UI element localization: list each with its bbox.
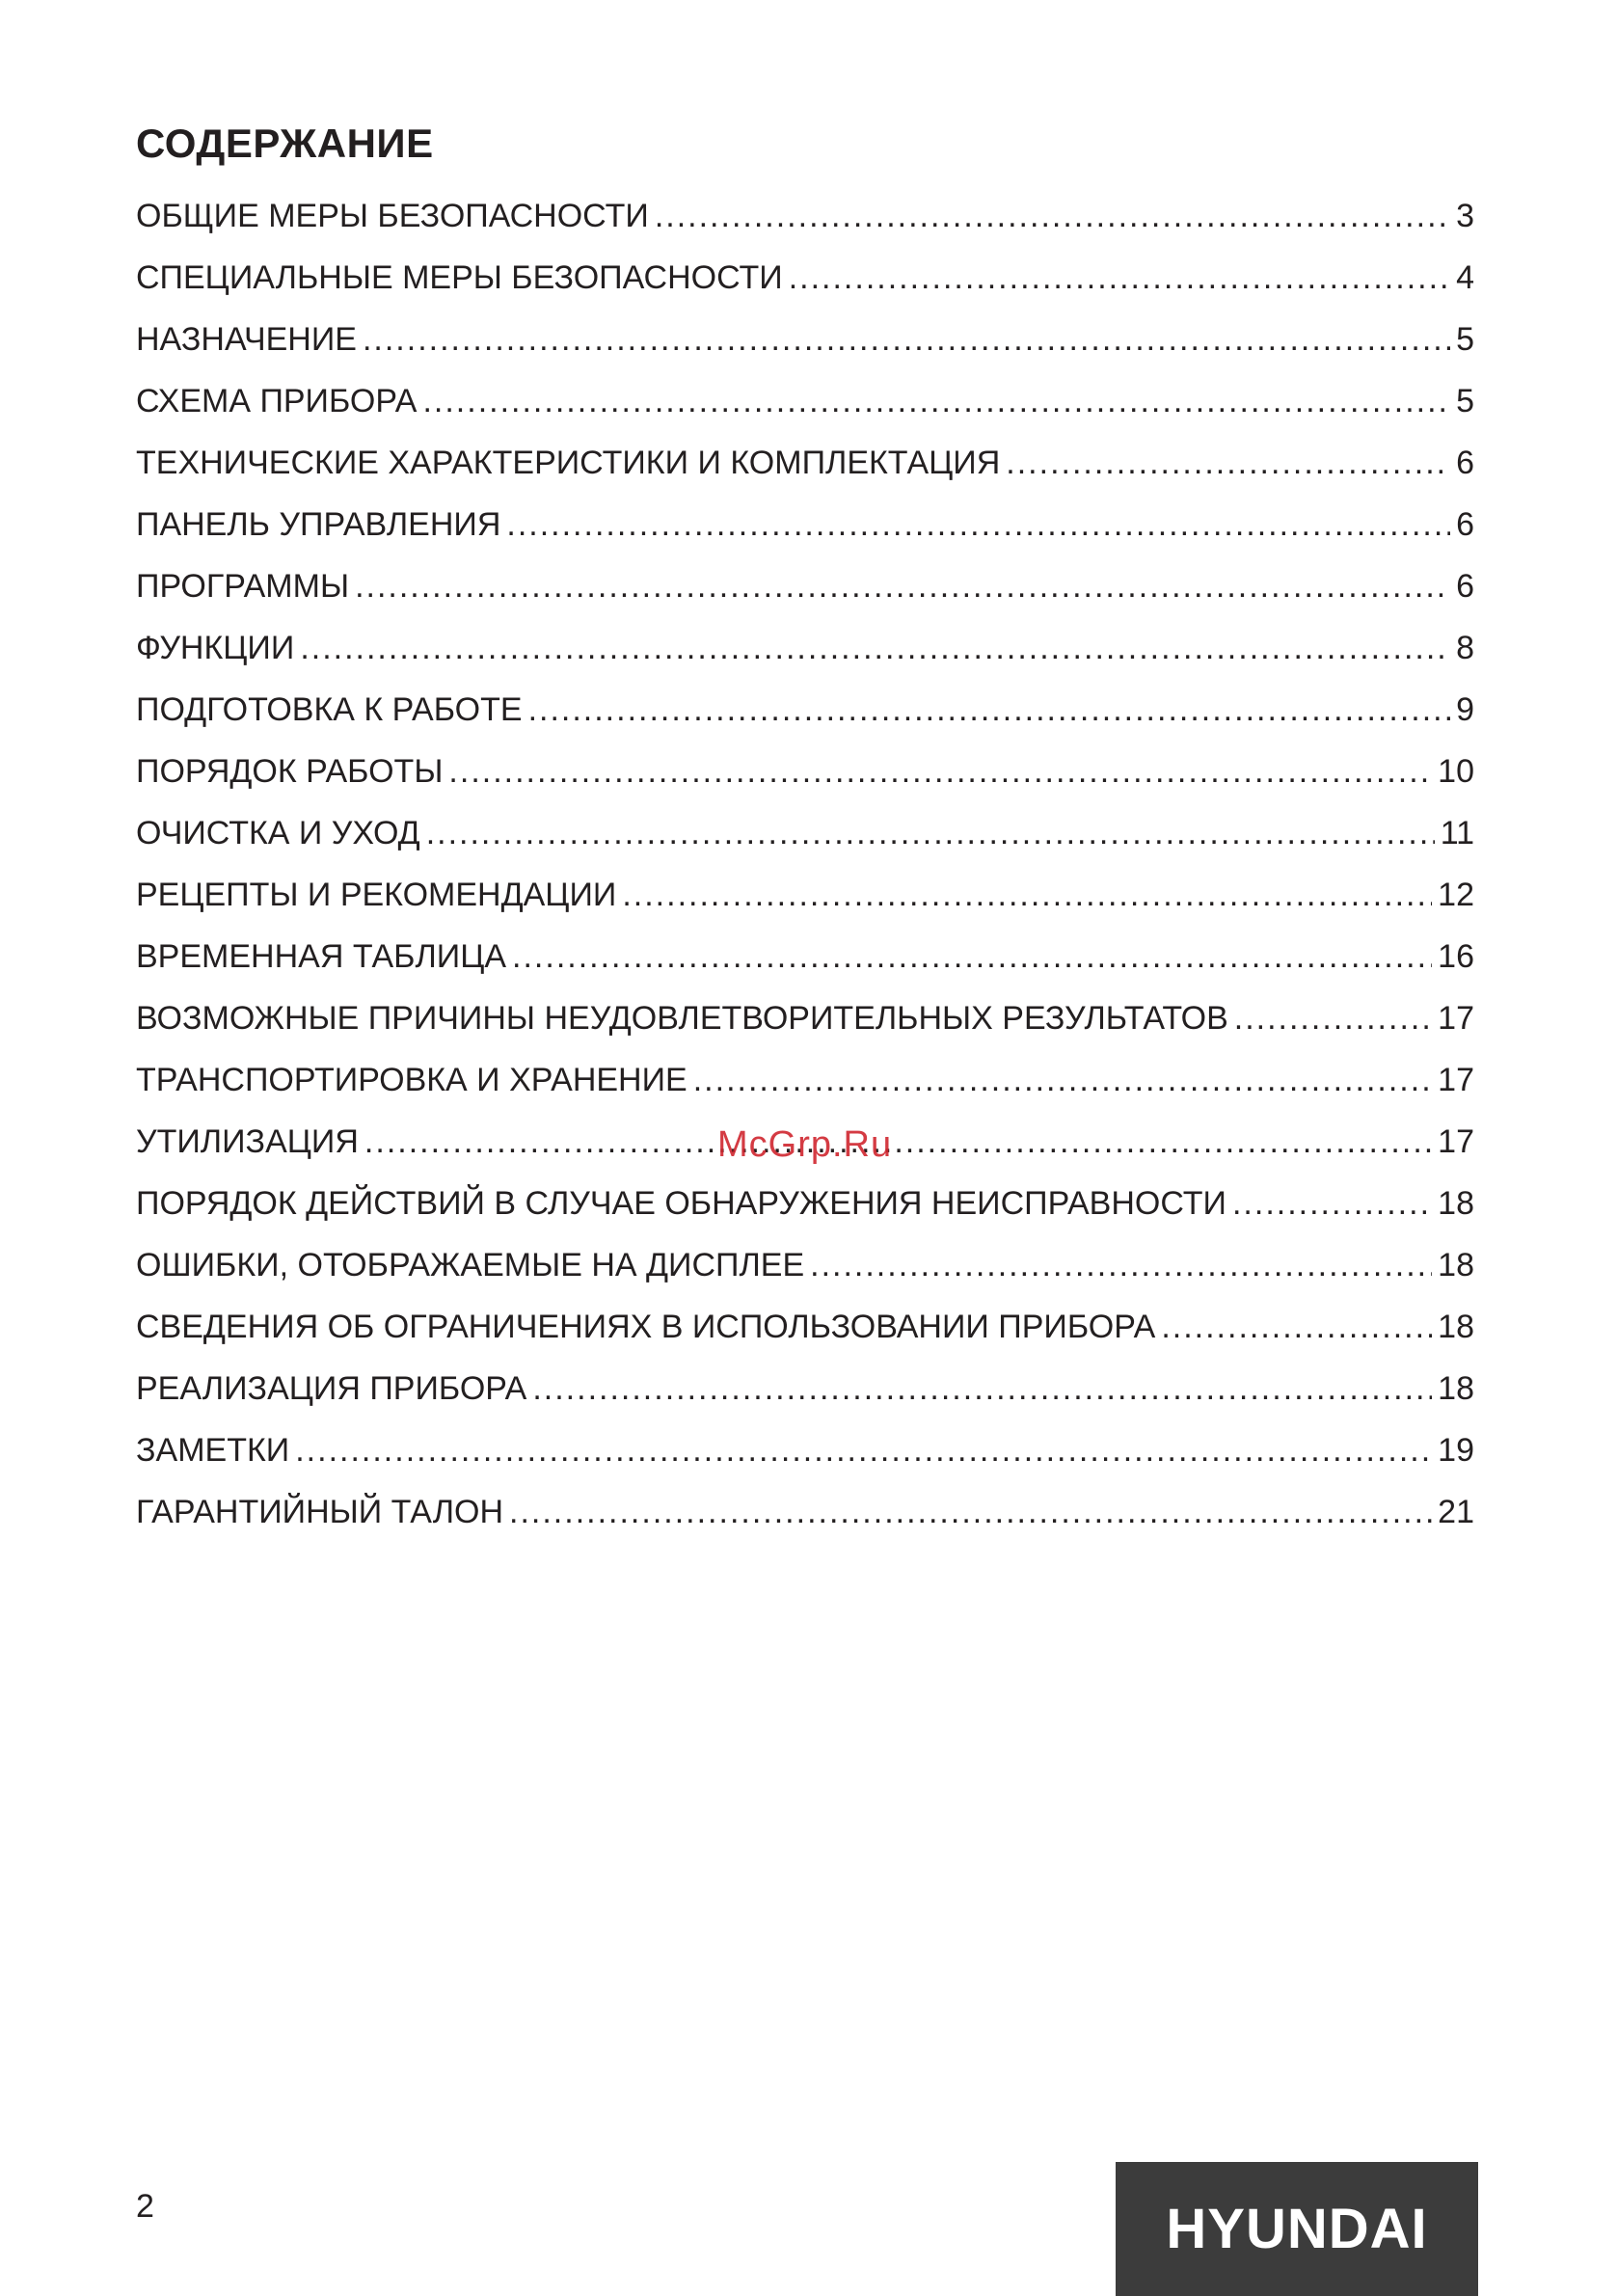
toc-entry[interactable] (136, 257, 1474, 318)
page-title: СОДЕРЖАНИЕ (136, 121, 434, 166)
toc-entry-page: 12 (1438, 877, 1474, 913)
toc-entry-title: ПРОГРАММЫ (136, 568, 350, 605)
toc-entry[interactable] (136, 1059, 1474, 1121)
toc-dot-leader (1234, 997, 1432, 1040)
toc-dot-leader (1006, 442, 1450, 484)
toc-dot-leader (655, 195, 1450, 237)
toc-entry-title: РЕЦЕПТЫ И РЕКОМЕНДАЦИИ (136, 877, 617, 913)
toc-entry[interactable] (136, 627, 1474, 689)
toc-entry[interactable] (136, 874, 1474, 935)
toc-entry[interactable] (136, 812, 1474, 874)
toc-entry-page: 17 (1438, 1123, 1474, 1160)
toc-entry-title: ПАНЕЛЬ УПРАВЛЕНИЯ (136, 506, 501, 543)
toc-entry-page: 8 (1456, 630, 1474, 666)
toc-dot-leader (810, 1244, 1432, 1286)
toc-entry-title: СХЕМА ПРИБОРА (136, 383, 418, 419)
toc-entry[interactable] (136, 1182, 1474, 1244)
toc-entry-page: 10 (1438, 753, 1474, 790)
toc-entry[interactable] (136, 565, 1474, 627)
brand-logo: HYUNDAI (1166, 2198, 1428, 2260)
toc-entry-title: ТЕХНИЧЕСКИЕ ХАРАКТЕРИСТИКИ И КОМПЛЕКТАЦИЯ (136, 445, 1001, 481)
toc-entry-title: СПЕЦИАЛЬНЫЕ МЕРЫ БЕЗОПАСНОСТИ (136, 259, 783, 296)
toc-entry-page: 16 (1438, 938, 1474, 975)
toc-entry-page: 19 (1438, 1432, 1474, 1469)
toc-entry-page: 11 (1440, 815, 1474, 851)
toc-dot-leader (509, 1491, 1432, 1533)
toc-entry-title: СВЕДЕНИЯ ОБ ОГРАНИЧЕНИЯХ В ИСПОЛЬЗОВАНИИ ПРИБОРА (136, 1309, 1156, 1345)
toc-entry-page: 17 (1438, 1062, 1474, 1098)
toc-entry-page: 4 (1456, 259, 1474, 296)
table-of-contents (136, 195, 1474, 1553)
toc-dot-leader (363, 318, 1450, 361)
toc-dot-leader (789, 257, 1450, 299)
toc-entry-page: 18 (1438, 1370, 1474, 1407)
watermark: McGrp.Ru (717, 1124, 893, 1165)
toc-entry[interactable] (136, 442, 1474, 503)
toc-entry-page: 5 (1456, 321, 1474, 358)
toc-entry[interactable] (136, 318, 1474, 380)
toc-entry-page: 18 (1438, 1185, 1474, 1222)
toc-entry-page: 18 (1438, 1309, 1474, 1345)
toc-dot-leader (300, 627, 1450, 669)
toc-entry-title: ОШИБКИ, ОТОБРАЖАЕМЫЕ НА ДИСПЛЕЕ (136, 1247, 805, 1283)
toc-entry-title: ГАРАНТИЙНЫЙ ТАЛОН (136, 1494, 504, 1530)
toc-entry[interactable] (136, 195, 1474, 257)
toc-entry-page: 6 (1456, 445, 1474, 481)
toc-entry-page: 17 (1438, 1000, 1474, 1037)
toc-dot-leader (528, 689, 1451, 731)
toc-dot-leader (512, 935, 1432, 978)
toc-dot-leader (426, 812, 1435, 854)
toc-entry[interactable] (136, 1306, 1474, 1367)
toc-entry-title: ВОЗМОЖНЫЕ ПРИЧИНЫ НЕУДОВЛЕТВОРИТЕЛЬНЫХ РЕЗУЛЬТАТОВ (136, 1000, 1228, 1037)
toc-dot-leader (448, 750, 1432, 793)
toc-entry-title: УТИЛИЗАЦИЯ (136, 1123, 359, 1160)
toc-entry-page: 6 (1456, 506, 1474, 543)
toc-dot-leader (693, 1059, 1432, 1101)
toc-dot-leader (532, 1367, 1432, 1410)
toc-entry-page: 18 (1438, 1247, 1474, 1283)
toc-entry[interactable] (136, 1244, 1474, 1306)
toc-dot-leader (1161, 1306, 1432, 1348)
toc-entry-title: НАЗНАЧЕНИЕ (136, 321, 357, 358)
toc-entry-title: ОБЩИЕ МЕРЫ БЕЗОПАСНОСТИ (136, 198, 649, 234)
toc-entry-title: РЕАЛИЗАЦИЯ ПРИБОРА (136, 1370, 527, 1407)
toc-entry-title: ФУНКЦИИ (136, 630, 295, 666)
page-number: 2 (136, 2188, 154, 2225)
toc-entry[interactable] (136, 750, 1474, 812)
toc-entry[interactable] (136, 1491, 1474, 1553)
toc-entry[interactable] (136, 503, 1474, 565)
toc-entry[interactable] (136, 1367, 1474, 1429)
toc-dot-leader (355, 565, 1450, 608)
brand-logo-box (1116, 2162, 1478, 2296)
toc-entry[interactable] (136, 380, 1474, 442)
toc-entry[interactable] (136, 935, 1474, 997)
toc-entry[interactable] (136, 689, 1474, 750)
toc-dot-leader (422, 380, 1450, 422)
toc-entry[interactable] (136, 1429, 1474, 1491)
toc-entry-title: ПОДГОТОВКА К РАБОТЕ (136, 691, 523, 728)
toc-dot-leader (622, 874, 1432, 916)
toc-entry-title: ПОРЯДОК ДЕЙСТВИЙ В СЛУЧАЕ ОБНАРУЖЕНИЯ НЕИСПРАВНОСТИ (136, 1185, 1226, 1222)
toc-entry-page: 3 (1456, 198, 1474, 234)
toc-dot-leader (295, 1429, 1432, 1472)
toc-entry-title: ТРАНСПОРТИРОВКА И ХРАНЕНИЕ (136, 1062, 687, 1098)
toc-entry-page: 21 (1438, 1494, 1474, 1530)
toc-entry-page: 9 (1456, 691, 1474, 728)
toc-dot-leader (506, 503, 1450, 546)
toc-dot-leader (1232, 1182, 1432, 1225)
toc-dot-leader (364, 1121, 1432, 1163)
toc-entry[interactable] (136, 997, 1474, 1059)
toc-entry-title: ЗАМЕТКИ (136, 1432, 290, 1469)
toc-entry-title: ВРЕМЕННАЯ ТАБЛИЦА (136, 938, 507, 975)
toc-entry-page: 6 (1456, 568, 1474, 605)
toc-entry-title: ПОРЯДОК РАБОТЫ (136, 753, 444, 790)
toc-entry-page: 5 (1456, 383, 1474, 419)
toc-entry-title: ОЧИСТКА И УХОД (136, 815, 420, 851)
